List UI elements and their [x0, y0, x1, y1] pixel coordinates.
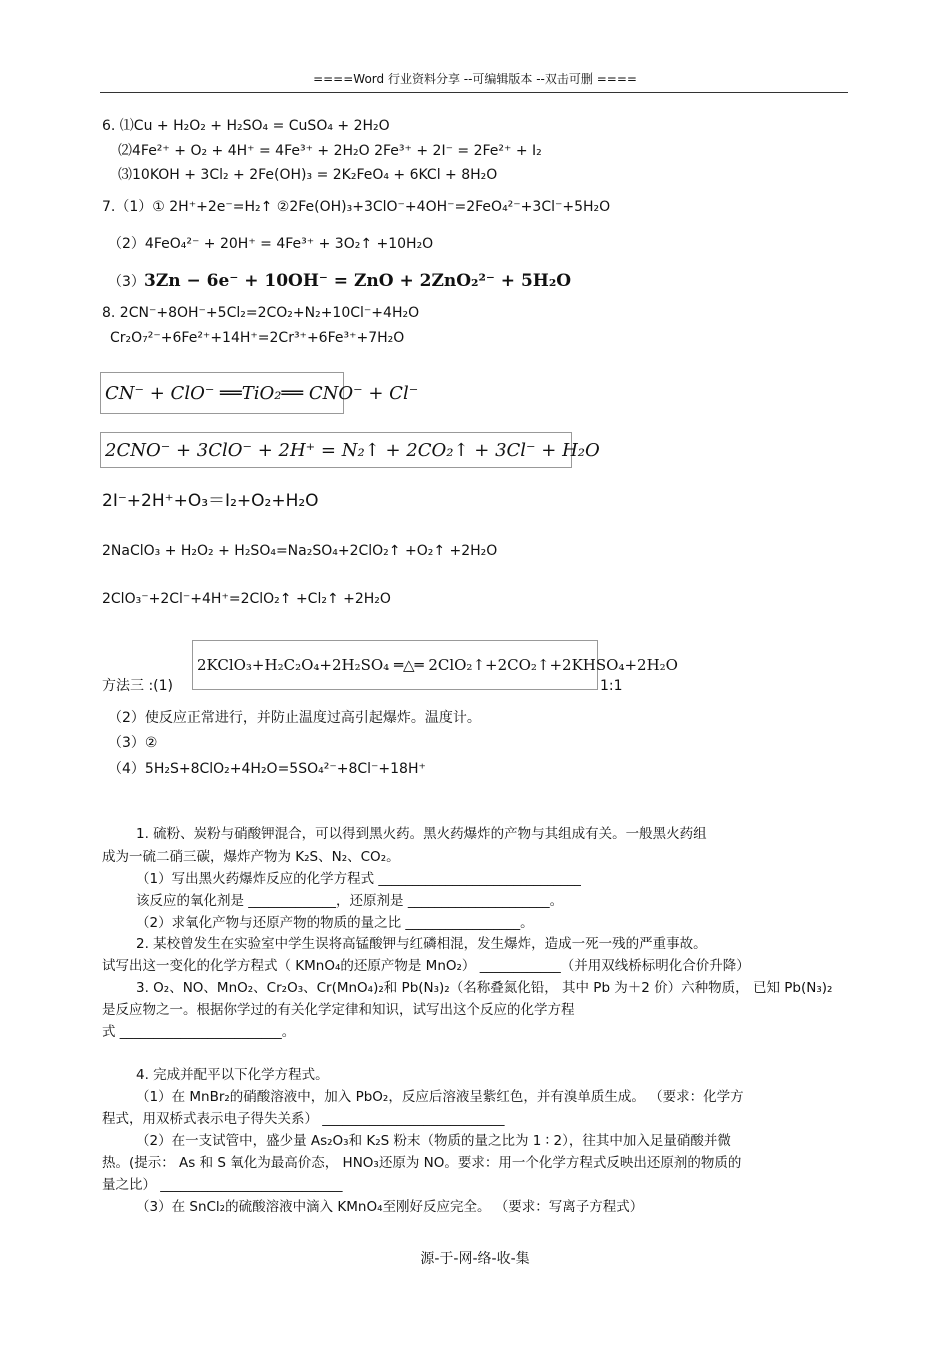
- question-4-line-6: 量之比） ___________________________: [102, 1177, 343, 1193]
- question-3-line-1: 3. O₂、NO、MnO₂、Cr₂O₃、Cr(MnO₄)₂和 Pb(N₃)₂（名称叠氮化铅， 其中 Pb 为＋2 价）六种物质， 已知 Pb(N₃)₂: [136, 980, 833, 996]
- method-3-part-4: （4）5H₂S+8ClO₂+4H₂O=5SO₄²⁻+8Cl⁻+18H⁺: [108, 761, 426, 777]
- question-2-line-2: 试写出这一变化的化学方程式（ KMnO₄的还原产物是 MnO₂） ____________（并用双线桥标明化合价升降）: [102, 958, 750, 974]
- question-4-line-2: （1）在 MnBr₂的硝酸溶液中，加入 PbO₂，反应后溶液呈紫红色，并有溴单质生成。 （要求：化学方: [136, 1089, 744, 1105]
- answer-7-3-equation-image: 3Zn − 6e⁻ + 10OH⁻ = ZnO + 2ZnO₂²⁻ + 5H₂O: [144, 271, 572, 291]
- question-2-line-1: 2. 某校曾发生在实验室中学生误将高锰酸钾与红磷相混，发生爆炸，造成一死一残的严重事故。: [136, 936, 707, 952]
- question-4-line-7: （3）在 SnCl₂的硫酸溶液中滴入 KMnO₄至刚好反应完全。 （要求：写离子方程式）: [136, 1199, 644, 1215]
- question-4-line-4: （2）在一支试管中，盛少量 As₂O₃和 K₂S 粉末（物质的量之比为 1 ∶ 2），往其中加入足量硝酸并微: [136, 1133, 731, 1149]
- question-1-line-2: 成为一硫二硝三碳，爆炸产物为 K₂S、N₂、CO₂。: [102, 849, 400, 865]
- answer-6-2: ⑵4Fe²⁺ + O₂ + 4H⁺ = 4Fe³⁺ + 2H₂O 2Fe³⁺ + 2I⁻ = 2Fe²⁺ + I₂: [118, 143, 542, 159]
- question-4-line-5: 热。(提示： As 和 S 氧化为最高价态， HNO₃还原为 NO。要求：用一个化学方程式反映出还原剂的物质的: [102, 1155, 742, 1171]
- question-1-line-1: 1. 硫粉、炭粉与硝酸钾混合，可以得到黑火药。黑火药爆炸的产物与其组成有关。一般黑火药组: [136, 826, 707, 842]
- answer-ozone: 2I⁻+2H⁺+O₃＝I₂+O₂+H₂O: [102, 491, 319, 511]
- method-3-part-2: （2）使反应正常进行，并防止温度过高引起爆炸。温度计。: [108, 710, 481, 726]
- equation-box-tio2: CN⁻ + ClO⁻ ══TiO₂══ CNO⁻ + Cl⁻: [100, 372, 344, 414]
- answer-6-3: ⑶10KOH + 3Cl₂ + 2Fe(OH)₃ = 2K₂FeO₄ + 6KCl + 8H₂O: [118, 167, 498, 183]
- method-3-part-3: （3）②: [108, 735, 158, 751]
- question-1-line-5: （2）求氧化产物与还原产物的物质的量之比 _________________。: [136, 915, 534, 931]
- question-1-line-4: 该反应的氧化剂是 _____________，还原剂是 _____________________。: [136, 893, 564, 909]
- method-3-ratio: 1:1: [600, 678, 623, 694]
- question-4-line-1: 4. 完成并配平以下化学方程式。: [136, 1067, 329, 1083]
- header-rule: [100, 92, 848, 93]
- answer-clo3: 2ClO₃⁻+2Cl⁻+4H⁺=2ClO₂↑ +Cl₂↑ +2H₂O: [102, 591, 391, 607]
- method-3-label: 方法三 :(1): [102, 678, 173, 694]
- equation-box-cno: 2CNO⁻ + 3ClO⁻ + 2H⁺ = N₂↑ + 2CO₂↑ + 3Cl⁻ + H₂O: [100, 432, 572, 468]
- method-3-equation-image: 2KClO₃+H₂C₂O₄+2H₂SO₄ ═△═ 2ClO₂↑+2CO₂↑+2KHSO₄+2H₂O: [192, 640, 598, 690]
- answer-8-1: 8. 2CN⁻+8OH⁻+5Cl₂=2CO₂+N₂+10Cl⁻+4H₂O: [102, 305, 420, 321]
- page-footer: 源-于-网-络-收-集: [420, 1251, 530, 1267]
- answer-8-2: Cr₂O₇²⁻+6Fe²⁺+14H⁺=2Cr³⁺+6Fe³⁺+7H₂O: [110, 330, 405, 346]
- question-3-line-2: 是反应物之一。根据你学过的有关化学定律和知识，试写出这个反应的化学方程: [102, 1002, 575, 1018]
- answer-6-1: 6. ⑴Cu + H₂O₂ + H₂SO₄ = CuSO₄ + 2H₂O: [102, 118, 390, 134]
- answer-7-1: 7.（1）① 2H⁺+2e⁻=H₂↑ ②2Fe(OH)₃+3ClO⁻+4OH⁻=2FeO₄²⁻+3Cl⁻+5H₂O: [102, 199, 611, 215]
- answer-naclo3: 2NaClO₃ + H₂O₂ + H₂SO₄=Na₂SO₄+2ClO₂↑ +O₂↑ +2H₂O: [102, 543, 498, 559]
- answer-7-3-label: （3）: [108, 274, 145, 290]
- page-header: ====Word 行业资料分享 --可编辑版本 --双击可删 ====: [313, 72, 637, 86]
- question-1-line-3: （1）写出黑火药爆炸反应的化学方程式 ______________________________: [136, 871, 581, 887]
- question-4-line-3: 程式，用双桥式表示电子得失关系） ___________________________: [102, 1111, 505, 1127]
- answer-7-2: （2）4FeO₄²⁻ + 20H⁺ = 4Fe³⁺ + 3O₂↑ +10H₂O: [108, 236, 434, 252]
- question-3-line-3: 式 ________________________。: [102, 1024, 296, 1040]
